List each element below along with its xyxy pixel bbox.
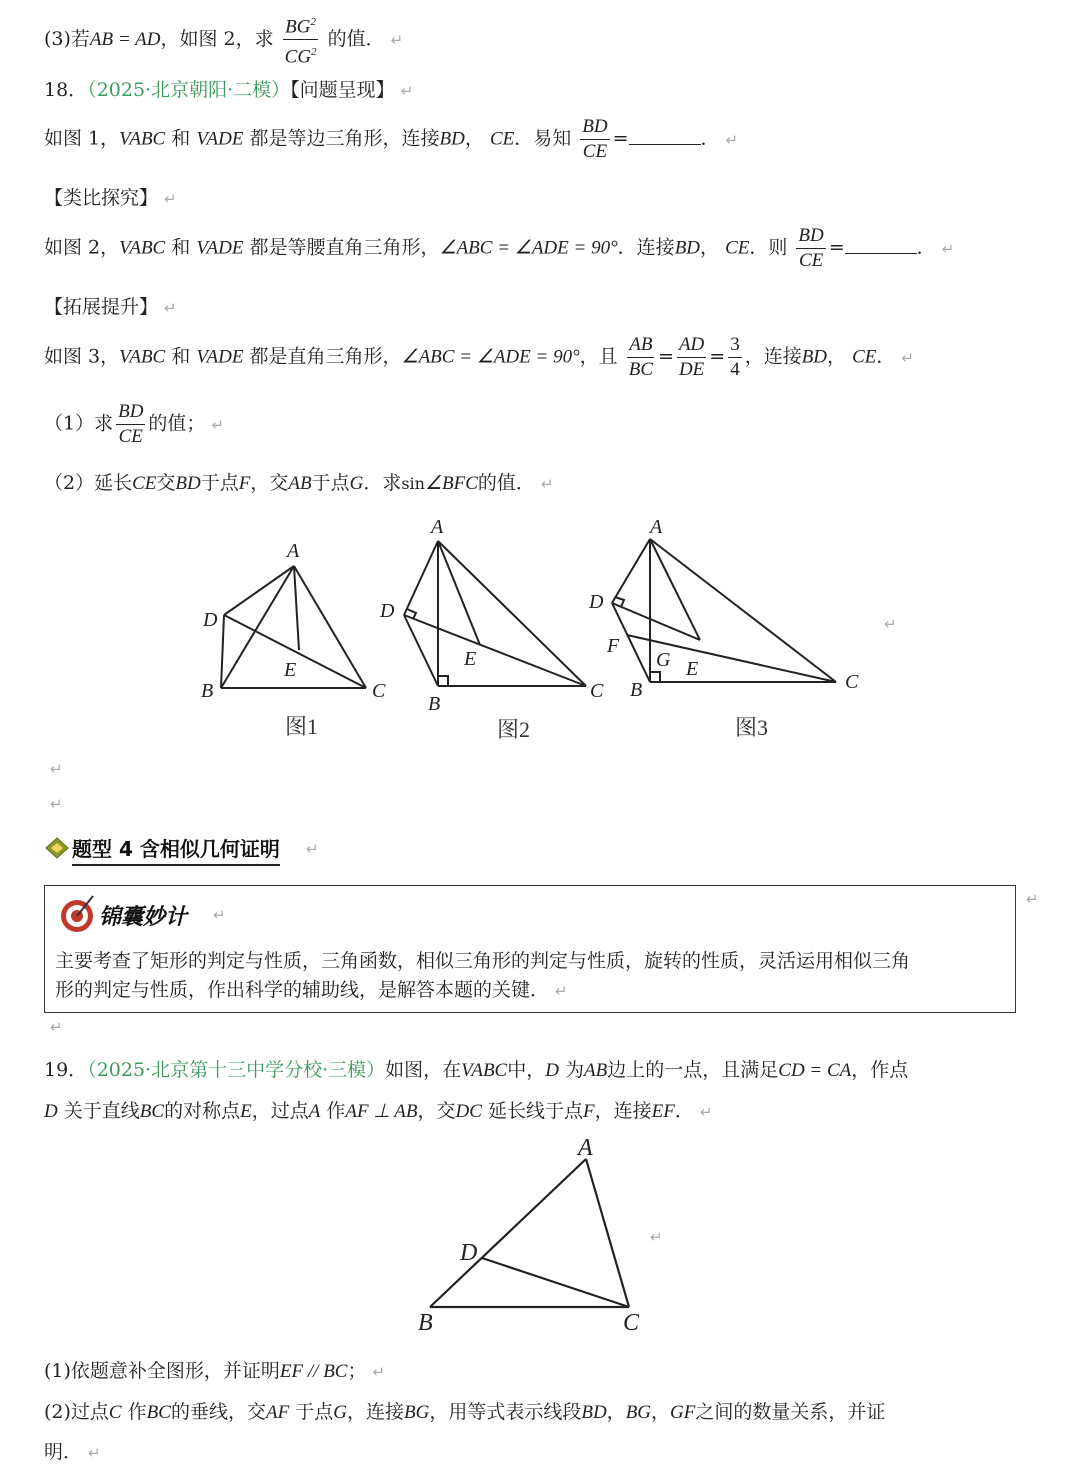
q18-line2: 如图 2，VABC 和 VADE 都是等腰直角三角形，∠ABC = ∠ADE = 90°．连接BD， CE．则 $\frac{BD}{CE}$ = ． ↵ xyxy=(44,225,955,271)
fig1-label-b: B xyxy=(201,680,214,702)
fig2-label-c: C xyxy=(590,680,604,702)
q18-extend-header: 【拓展提升】 ↵ xyxy=(44,296,177,318)
fig1-label-e: E xyxy=(284,659,297,681)
fig3-label-c: C xyxy=(845,671,859,693)
q19-part1: (1)依题意补全图形，并证明EF // BC； ↵ xyxy=(44,1360,386,1382)
q17-part3: (3)若AB = AD，如图 2，求 $\frac{BG^2}{CG^2}$ 的值． ↵ xyxy=(44,10,403,70)
answer-blank-2 xyxy=(845,235,917,254)
figure-3 xyxy=(612,539,836,682)
fraction-bg2-cg2: $\frac{BG^2}{CG^2}$ xyxy=(283,10,319,70)
tip-box: 锦囊妙计 ↵ 主要考查了矩形的判定与性质，三角函数，相似三角形的判定与性质，旋转的性质，灵活运用相似三角 形的判定与性质，作出科学的辅助线，是解答本题的关键． ↵ xyxy=(44,885,1016,1013)
q18-sub1: （1）求 $\frac{BD}{CE}$ 的值； ↵ xyxy=(44,401,225,447)
fig1-label-a: A xyxy=(287,540,300,562)
tip-line-1: 主要考查了矩形的判定与性质，三角函数，相似三角形的判定与性质，旋转的性质，灵活运用相似三角 xyxy=(55,950,911,972)
tip-title: 锦囊妙计 xyxy=(99,905,188,930)
q19-label-a: A xyxy=(578,1135,593,1161)
fig3-label-d: D xyxy=(589,591,604,613)
fig2-label-a: A xyxy=(431,516,444,538)
answer-blank-1 xyxy=(629,126,701,145)
q18-line3: 如图 3，VABC 和 VADE 都是直角三角形，∠ABC = ∠ADE = 90°，且 $\frac{AB}{BC}$ = $\frac{AD}{DE}$ = $\frac{3}{4}$ ，连接BD， CE． ↵ xyxy=(44,334,914,380)
fig3-label-f: F xyxy=(607,635,620,657)
q19-label-d: D xyxy=(460,1240,478,1266)
fig3-label-a: A xyxy=(650,516,663,538)
fig2-label-e: E xyxy=(464,648,477,670)
q19-line2: D 关于直线BC的对称点E，过点A 作AF ⊥ AB，交DC 延长线于点F，连接EF． ↵ xyxy=(44,1100,713,1122)
q19-line1: 19．（2025·北京第十三中学分校·三模）如图，在VABC中，D 为AB边上的一点，且满足CD = CA，作点 xyxy=(44,1059,909,1081)
section-title: 题型 4 含相似几何证明 xyxy=(72,833,280,866)
fig3-label-e: E xyxy=(686,658,699,680)
fig2-label-b: B xyxy=(428,693,441,715)
tip-line-2: 形的判定与性质，作出科学的辅助线，是解答本题的关键． ↵ xyxy=(55,979,568,1001)
fig2-label-d: D xyxy=(380,600,395,622)
q19-source: （2025·北京第十三中学分校·三模） xyxy=(87,1059,386,1081)
fig3-label-g: G xyxy=(656,649,671,671)
figure-2 xyxy=(404,541,586,686)
fig1-label-d: D xyxy=(203,609,218,631)
q18-figures xyxy=(0,505,1068,745)
figure-1-caption: 图1 xyxy=(285,714,319,739)
q18-line1: 如图 1，VABC 和 VADE 都是等边三角形，连接BD， CE．易知 $\frac{BD}{CE}$ = ． ↵ xyxy=(44,116,739,162)
q18-header: 18．（2025·北京朝阳·二模）【问题呈现】 ↵ xyxy=(44,79,414,101)
q19-label-b: B xyxy=(418,1310,433,1336)
q18-source: （2025·北京朝阳·二模） xyxy=(87,79,291,101)
fig1-label-c: C xyxy=(372,680,386,702)
diamond-icon xyxy=(44,836,70,860)
fig3-label-b: B xyxy=(630,679,643,701)
q19-part2: (2)过点C 作BC的垂线，交AF 于点G，连接BG，用等式表示线段BD，BG，GF之间的数量关系，并证 xyxy=(44,1401,886,1423)
figure-2-caption: 图2 xyxy=(497,717,531,742)
q18-analogy-header: 【类比探究】 ↵ xyxy=(44,187,177,209)
figure-3-caption: 图3 xyxy=(735,715,769,740)
q18-sub2: （2）延长CE交BD于点F，交AB于点G．求sin∠BFC的值． ↵ xyxy=(44,472,554,494)
target-icon xyxy=(59,892,97,934)
q19-part2-cont: 明． ↵ xyxy=(44,1441,101,1463)
q19-label-c: C xyxy=(623,1310,640,1336)
